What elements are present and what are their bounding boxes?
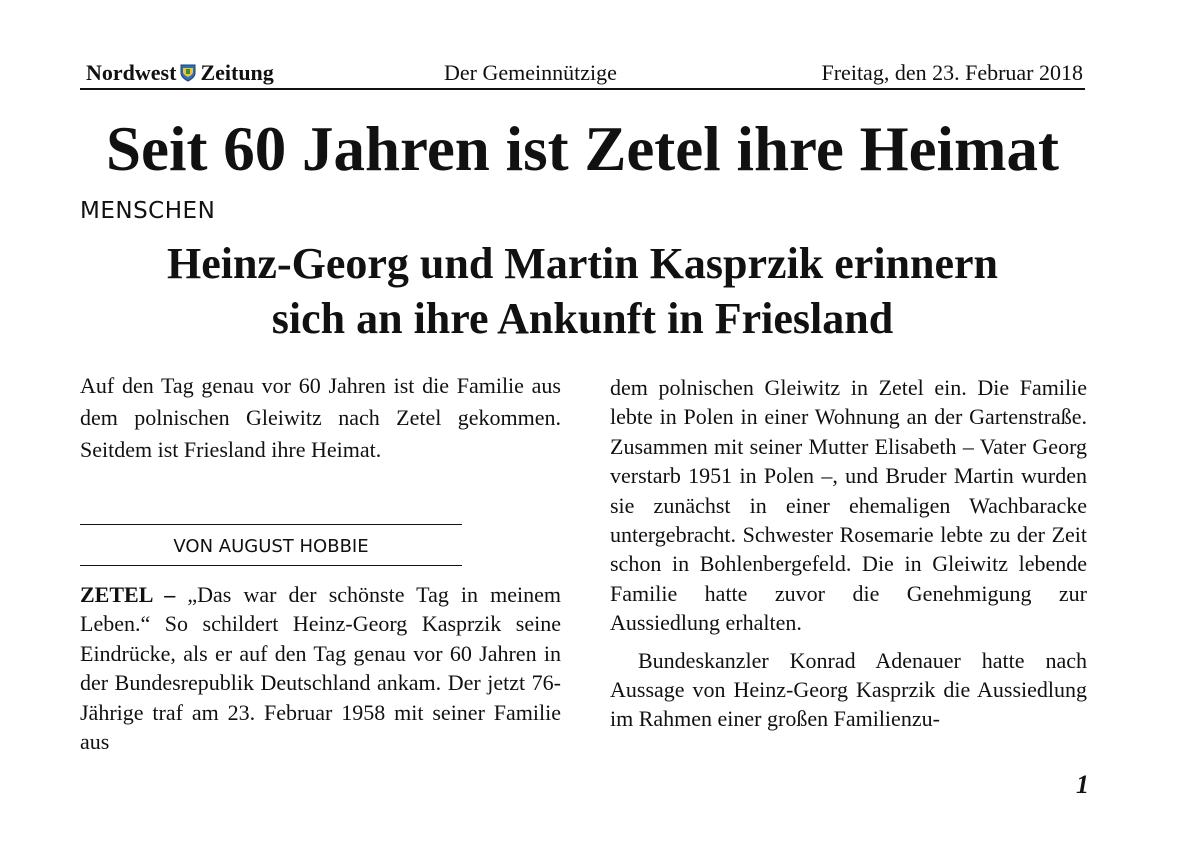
masthead [86, 60, 274, 86]
body-column-left [80, 580, 561, 756]
masthead-right: Zeitung [200, 60, 274, 85]
issue-date: Freitag, den 23. Februar 2018 [821, 60, 1083, 85]
coat-of-arms-icon [180, 64, 196, 82]
body-column-right [610, 373, 1087, 734]
subhead-line-1: Heinz-Georg und Martin Kasprzik erinnern [166, 239, 999, 288]
dateline: ZETEL – [80, 582, 176, 607]
body-text-2: dem polnischen Gleiwitz in Zetel ein. Die Familie lebte in Polen in einer Wohnung an der Gartenstraße. Zusammen mit seiner Mutter Elisabeth – Vater Georg verstarb 1951 in Polen –, und Bruder Martin wurden sie zunächst in einer ehemaligen Wachbaracke untergebracht. Schwester Rosemarie lebte zu der Zeit schon in Bohlenbergefeld. Die in Gleiwitz lebende Familie hatte zuvor die Genehmigung zur Aussiedlung erhalten. [610, 375, 1087, 636]
body-text-1: „Das war der schönste Tag in meinem Leben.“ So schildert Heinz-Georg Kasprzik seine Eindrücke, als er auf den Tag genau vor 60 Jahren in der Bundesrepublik Deutschland ankam. Der jetzt 76-Jährige traf am 23. Februar 1958 mit seiner Familie aus [80, 582, 562, 755]
byline: VON AUGUST HOBBIE [173, 536, 369, 557]
section-name: Der Gemeinnützige [444, 60, 617, 85]
body-text-3: Bundeskanzler Konrad Adenauer hatte nach Aussage von Heinz-Georg Kasprzik die Aussiedlung im Rahmen einer großen Familienzu- [610, 647, 1087, 732]
page-header [80, 58, 1085, 90]
lead-paragraph [80, 370, 561, 466]
subheadline [80, 236, 1085, 346]
byline-box [80, 524, 462, 566]
page-number: 1 [1076, 770, 1089, 799]
masthead-left: Nordwest [86, 60, 177, 85]
body-paragraph [80, 580, 561, 756]
headline: Seit 60 Jahren ist Zetel ihre Heimat [105, 114, 1060, 184]
lead-text: Auf den Tag genau vor 60 Jahren ist die Familie aus dem polnischen Gleiwitz nach Zetel gekommen. Seitdem ist Friesland ihre Heimat. [80, 373, 561, 462]
kicker: MENSCHEN [80, 198, 216, 224]
subhead-line-2: sich an ihre Ankunft in Friesland [271, 294, 894, 343]
